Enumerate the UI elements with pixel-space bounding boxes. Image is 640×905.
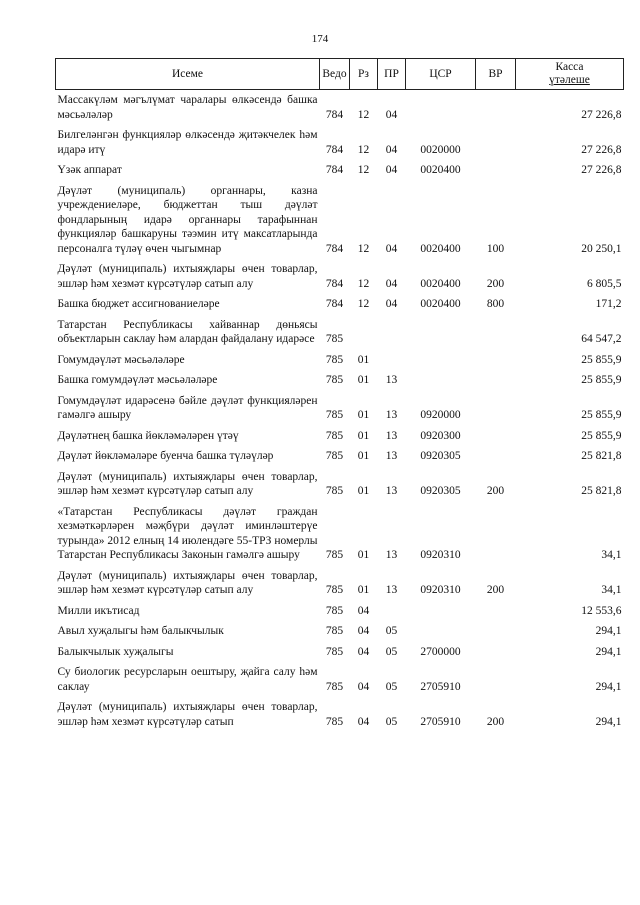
row-name: Дәүләт (муниципаль) ихтыяҗлары өчен товарлар, эшләр һәм хезмәт күрсәтүләр сатып xyxy=(57,701,318,728)
row-vr xyxy=(476,90,516,126)
row-csr xyxy=(406,370,476,391)
row-vr xyxy=(476,662,516,697)
row-vedo: 785 xyxy=(325,625,344,637)
header-pr: ПР xyxy=(378,59,406,90)
row-vr xyxy=(476,391,516,426)
row-csr: 0020400 xyxy=(420,164,461,176)
row-rz: 01 xyxy=(357,549,370,561)
row-vr: 200 xyxy=(486,485,505,497)
row-pr: 13 xyxy=(385,485,398,497)
row-csr: 0920310 xyxy=(420,584,461,596)
page-number: 174 xyxy=(311,33,329,45)
row-name: Башка гомумдәүләт мәсьәләләре xyxy=(57,374,218,386)
header-kassa xyxy=(516,59,624,90)
row-name: Гомумдәүләт идарәсенә бәйле дәүләт функцияләрен гамәлгә ашыру xyxy=(57,394,318,421)
row-name: Балыкчылык хуҗалыгы xyxy=(57,645,174,658)
row-amount: 27 226,8 xyxy=(581,108,622,121)
row-vr xyxy=(476,426,516,447)
row-amount: 12 553,6 xyxy=(581,604,622,617)
table-row xyxy=(56,90,624,126)
row-amount: 294,1 xyxy=(595,715,622,728)
row-csr xyxy=(406,315,476,350)
table-row xyxy=(56,391,624,426)
row-vedo: 785 xyxy=(325,715,344,728)
header-kassa-line2: үтәлеше xyxy=(549,74,590,86)
row-name: Милли икътисад xyxy=(57,604,140,617)
row-csr: 0020400 xyxy=(420,298,461,310)
row-pr: 04 xyxy=(385,242,398,255)
row-name: Дәүләт йөкләмәләре буенча башка түләүләр xyxy=(57,450,274,462)
row-vr xyxy=(476,621,516,642)
row-vedo: 785 xyxy=(325,353,344,366)
table-row xyxy=(56,294,624,315)
table-row xyxy=(56,259,624,294)
row-vr: 200 xyxy=(486,277,505,290)
row-amount: 25 855,9 xyxy=(581,353,622,366)
row-amount: 34,1 xyxy=(601,549,622,561)
row-rz: 01 xyxy=(357,485,370,497)
row-name: Билгеләнгән функцияләр өлкәсендә җитәкчелек һәм идарә итү xyxy=(57,129,318,156)
row-vedo: 785 xyxy=(325,680,344,693)
row-csr: 0920305 xyxy=(420,485,461,497)
row-vr: 200 xyxy=(486,715,505,728)
table-row xyxy=(56,697,624,732)
row-amount: 6 805,5 xyxy=(587,277,622,290)
row-vedo: 785 xyxy=(325,485,344,497)
table-row xyxy=(56,621,624,642)
budget-table xyxy=(55,58,624,732)
row-csr: 2700000 xyxy=(420,645,461,658)
row-pr: 13 xyxy=(385,549,398,561)
row-pr xyxy=(378,315,406,350)
row-name: Татарстан Республикасы хайваннар дөньясы объектларын саклау һәм алардан файдалану идарәсе xyxy=(57,318,318,345)
row-vr xyxy=(476,370,516,391)
row-name: Дәүләтнең башка йөкләмәләрен үтәү xyxy=(57,429,239,442)
row-vr xyxy=(476,350,516,371)
row-amount: 171,2 xyxy=(595,298,622,310)
row-name: Гомумдәүләт мәсьәләләре xyxy=(57,353,185,366)
table-body xyxy=(56,90,624,733)
header-csr: ЦСР xyxy=(406,59,476,90)
row-csr: 0920305 xyxy=(420,450,461,462)
row-vr xyxy=(476,642,516,663)
header-kassa-line1: Касса xyxy=(555,61,584,73)
row-rz: 12 xyxy=(357,143,370,156)
header-vedo: Ведо xyxy=(320,59,350,90)
row-vedo: 785 xyxy=(325,409,344,421)
row-csr: 0920000 xyxy=(420,409,461,421)
row-pr: 04 xyxy=(385,298,398,310)
row-pr: 13 xyxy=(385,584,398,596)
row-csr: 2705910 xyxy=(420,715,461,728)
row-name: Дәүләт (муниципаль) ихтыяҗлары өчен товарлар, эшләр һәм хезмәт күрсәтүләр сатып алу xyxy=(57,470,318,497)
row-vedo: 785 xyxy=(325,604,344,617)
table-row xyxy=(56,446,624,467)
row-rz: 01 xyxy=(357,584,370,596)
row-pr: 13 xyxy=(385,409,398,421)
row-amount: 25 821,8 xyxy=(581,485,622,497)
table-header xyxy=(56,59,624,90)
row-vr xyxy=(476,502,516,566)
row-amount: 27 226,8 xyxy=(581,164,622,176)
row-vedo: 785 xyxy=(325,429,344,442)
row-pr: 04 xyxy=(385,143,398,156)
row-csr xyxy=(406,601,476,622)
row-rz: 12 xyxy=(357,164,370,176)
row-rz: 12 xyxy=(357,108,370,121)
row-amount: 294,1 xyxy=(595,680,622,693)
row-name: «Татарстан Республикасы дәүләт граждан хезмәткәрләрен мәҗбүри дәүләт иминләштерүе турында» 2012 елның 14 июлендәге 55-ТРЗ номерлы Татарстан Республикасы Законын гамәлгә ашыру xyxy=(57,505,318,561)
row-rz: 12 xyxy=(357,242,370,255)
row-vedo: 784 xyxy=(325,242,344,255)
row-vedo: 784 xyxy=(325,164,344,176)
table-row xyxy=(56,642,624,663)
row-rz: 04 xyxy=(357,604,370,617)
row-vr xyxy=(476,601,516,622)
table-row xyxy=(56,125,624,160)
table-row xyxy=(56,370,624,391)
row-pr: 04 xyxy=(385,277,398,290)
row-name: Үзәк аппарат xyxy=(57,164,122,176)
row-amount: 25 855,9 xyxy=(581,409,622,421)
row-csr xyxy=(406,621,476,642)
row-csr: 2705910 xyxy=(420,680,461,693)
row-csr: 0020000 xyxy=(420,143,461,156)
row-vr: 800 xyxy=(486,298,505,310)
row-amount: 25 855,9 xyxy=(581,374,622,386)
row-vedo: 784 xyxy=(325,277,344,290)
row-pr: 13 xyxy=(385,450,398,462)
row-vr xyxy=(476,125,516,160)
table-row xyxy=(56,426,624,447)
row-pr: 05 xyxy=(385,645,398,658)
row-amount: 25 821,8 xyxy=(581,450,622,462)
header-rz: Рз xyxy=(350,59,378,90)
table-row xyxy=(56,601,624,622)
row-pr: 05 xyxy=(385,715,398,728)
row-pr: 05 xyxy=(385,680,398,693)
row-pr: 04 xyxy=(385,108,398,121)
row-rz: 04 xyxy=(357,645,370,658)
row-vedo: 785 xyxy=(325,333,344,345)
row-rz: 04 xyxy=(357,715,370,728)
row-rz: 12 xyxy=(357,277,370,290)
row-vedo: 785 xyxy=(325,374,344,386)
row-vedo: 784 xyxy=(325,143,344,156)
row-pr: 05 xyxy=(385,625,398,637)
row-pr: 13 xyxy=(385,429,398,442)
row-vr xyxy=(476,160,516,181)
row-csr: 0920300 xyxy=(420,429,461,442)
row-vr: 200 xyxy=(486,584,505,596)
row-amount: 294,1 xyxy=(595,625,622,637)
row-vedo: 784 xyxy=(325,108,344,121)
row-name: Авыл хуҗалыгы һәм балыкчылык xyxy=(57,625,224,637)
row-csr xyxy=(406,90,476,126)
row-amount: 20 250,1 xyxy=(581,242,622,255)
row-vr xyxy=(476,315,516,350)
row-vedo: 785 xyxy=(325,549,344,561)
table-row xyxy=(56,181,624,260)
row-rz: 04 xyxy=(357,680,370,693)
row-csr: 0920310 xyxy=(420,549,461,561)
row-rz: 01 xyxy=(357,429,370,442)
row-name: Массакүләм мәгълүмат чаралары өлкәсендә башка мәсьәләләр xyxy=(57,94,318,121)
row-rz: 01 xyxy=(357,374,370,386)
row-vedo: 785 xyxy=(325,450,344,462)
table-row xyxy=(56,467,624,502)
table-row xyxy=(56,662,624,697)
row-vedo: 784 xyxy=(325,298,344,310)
row-vedo: 785 xyxy=(325,584,344,596)
row-amount: 25 855,9 xyxy=(581,429,622,442)
table-row xyxy=(56,160,624,181)
row-amount: 27 226,8 xyxy=(581,143,622,156)
header-vr: ВР xyxy=(476,59,516,90)
row-amount: 294,1 xyxy=(595,645,622,658)
row-csr: 0020400 xyxy=(420,242,461,255)
row-name: Дәүләт (муниципаль) органнары, казна учреждениеләре, бюджеттан тыш дәүләт фондларының идарә органнары тарафыннан функцияләр башкаруны тәэмин итү максатларында персоналга түләү өчен чыгымнар xyxy=(57,184,318,255)
row-rz: 12 xyxy=(357,298,370,310)
row-rz xyxy=(350,315,378,350)
row-vr: 100 xyxy=(486,242,505,255)
header-name: Исеме xyxy=(56,59,320,90)
row-amount: 64 547,2 xyxy=(581,333,622,345)
row-pr xyxy=(378,350,406,371)
row-name: Дәүләт (муниципаль) ихтыяҗлары өчен товарлар, эшләр һәм хезмәт күрсәтүләр сатып алу xyxy=(57,569,318,596)
row-rz: 01 xyxy=(357,450,370,462)
row-pr: 04 xyxy=(385,164,398,176)
row-name: Башка бюджет ассигнованиеләре xyxy=(57,298,220,310)
row-vedo: 785 xyxy=(325,645,344,658)
row-name: Су биологик ресурсларын оештыру, җайга салу һәм саклау xyxy=(57,666,318,693)
row-pr: 13 xyxy=(385,374,398,386)
row-amount: 34,1 xyxy=(601,584,622,596)
table-row xyxy=(56,315,624,350)
table-row xyxy=(56,350,624,371)
row-vr xyxy=(476,446,516,467)
table-row xyxy=(56,566,624,601)
row-rz: 04 xyxy=(357,625,370,637)
row-pr xyxy=(378,601,406,622)
row-rz: 01 xyxy=(357,409,370,421)
row-csr: 0020400 xyxy=(420,277,461,290)
row-rz: 01 xyxy=(357,353,370,366)
row-csr xyxy=(406,350,476,371)
table-row xyxy=(56,502,624,566)
row-name: Дәүләт (муниципаль) ихтыяҗлары өчен товарлар, эшләр һәм хезмәт күрсәтүләр сатып алу xyxy=(57,263,318,290)
